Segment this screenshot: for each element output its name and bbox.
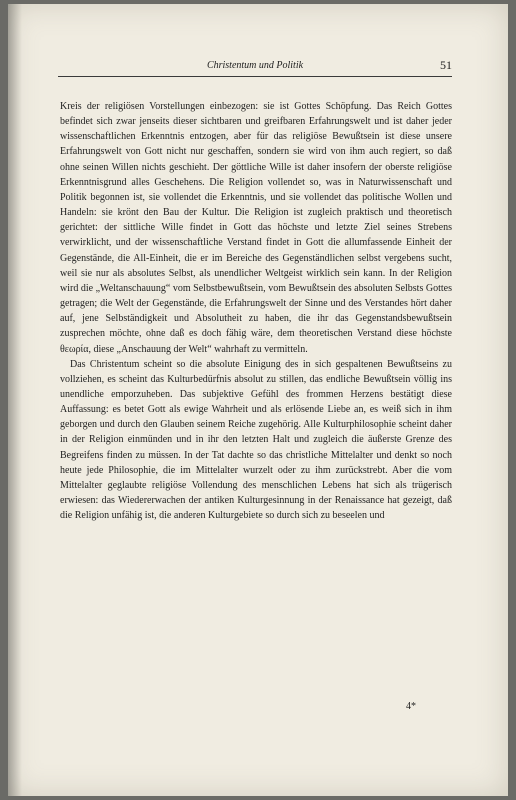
page-number: 51 [440, 58, 452, 72]
page-header [58, 54, 452, 77]
paragraph: Das Christentum scheint so die absolute Einigung des in sich gespaltenen Bewußtseins zu vollziehen, es scheint das Kulturbedürfnis absolut zu stillen, das endliche Bewußtsein völlig ins unendliche emporzuheben. Das subjektive Gefühl des frommen Herzens bestätigt diese Auffassung: es betet Gott als ewige Wahrheit und als erlösende Liebe an, es weiß sich in ihm geborgen und durch den Glauben seinem Reiche zugehörig. Alle Kulturphilosophie scheint daher in der Religion einmünden und in ihr den letzten Halt und zugleich die äußerste Grenze des Begreifens finden zu müssen. In der Tat dachte so das christliche Mittelalter und denkt so noch heute jede Philosophie, die im Mittelalter wurzelt oder zu ihm zurückstrebt. Aber die vom Mittelalter geglaubte religiöse Vollendung des menschlichen Lebens hat sich als trügerisch erwiesen: das Wiedererwachen der antiken Kulturgesinnung in der Renaissance hat gezeigt, daß die Religion unfähig ist, die anderen Kulturgebiete so durch sich zu beseelen und [60, 358, 452, 522]
running-head: Christentum und Politik [206, 60, 304, 71]
gutter-shadow [8, 4, 22, 796]
paragraph: Kreis der religiösen Vorstellungen einbezogen: sie ist Gottes Schöpfung. Das Reich Gottes befindet sich zwar jenseits dieser sichtbaren und greifbaren Erfahrungswelt und ist daher jeder wissenschaftlichen Erkenntnis entzogen, aber für das religiöse Bewußtsein ist diese unsere Erfahrungswelt von Gott nicht nur geschaffen, sondern sie wird von ihm auch regiert, so daß ohne seinen Willen nichts geschieht. Der göttliche Wille ist daher insofern der oberste religiöse Erkenntnisgrund alles Geschehens. Die Religion vollendet so, was in Naturwissenschaft und Politik begonnen ist, sie vollendet die Erkenntnis, und sie vollendet das politische Wollen und Handeln: sie krönt den Bau der Kultur. Die Religion ist zugleich praktisch und theoretisch gerichtet: der sittliche Wille findet in Gott das höchste und letzte Ziel seines Strebens verwirklicht, und der wissenschaftliche Verstand findet in Gott die allumfassende Einheit der Gegenstände, die All-Einheit, die er im Bereiche des Gegenständlichen selbst vergebens sucht, weil sie nur als absolutes Selbst, als unendlicher Weltgeist wirklich sein kann. In der Religion wird die „Weltanschauung“ vom Selbstbewußtsein, vom Bewußtsein des absoluten Selbsts Gottes getragen; die Welt der Gegenstände, die Erfahrungswelt der Sinne und des Verstandes hört daher auf, jene Selbständigkeit und Absolutheit zu haben, die ihr das Gegenstandsbewußtsein zusprechen möchte, ohne daß es doch fähig wäre, dem theoretischen Verstand diese höchste θεωρία, diese „Anschauung der Welt“ wahrhaft zu vermitteln. [60, 101, 452, 355]
body-text [60, 99, 452, 523]
signature-mark: 4* [406, 701, 416, 712]
book-page [8, 4, 508, 796]
